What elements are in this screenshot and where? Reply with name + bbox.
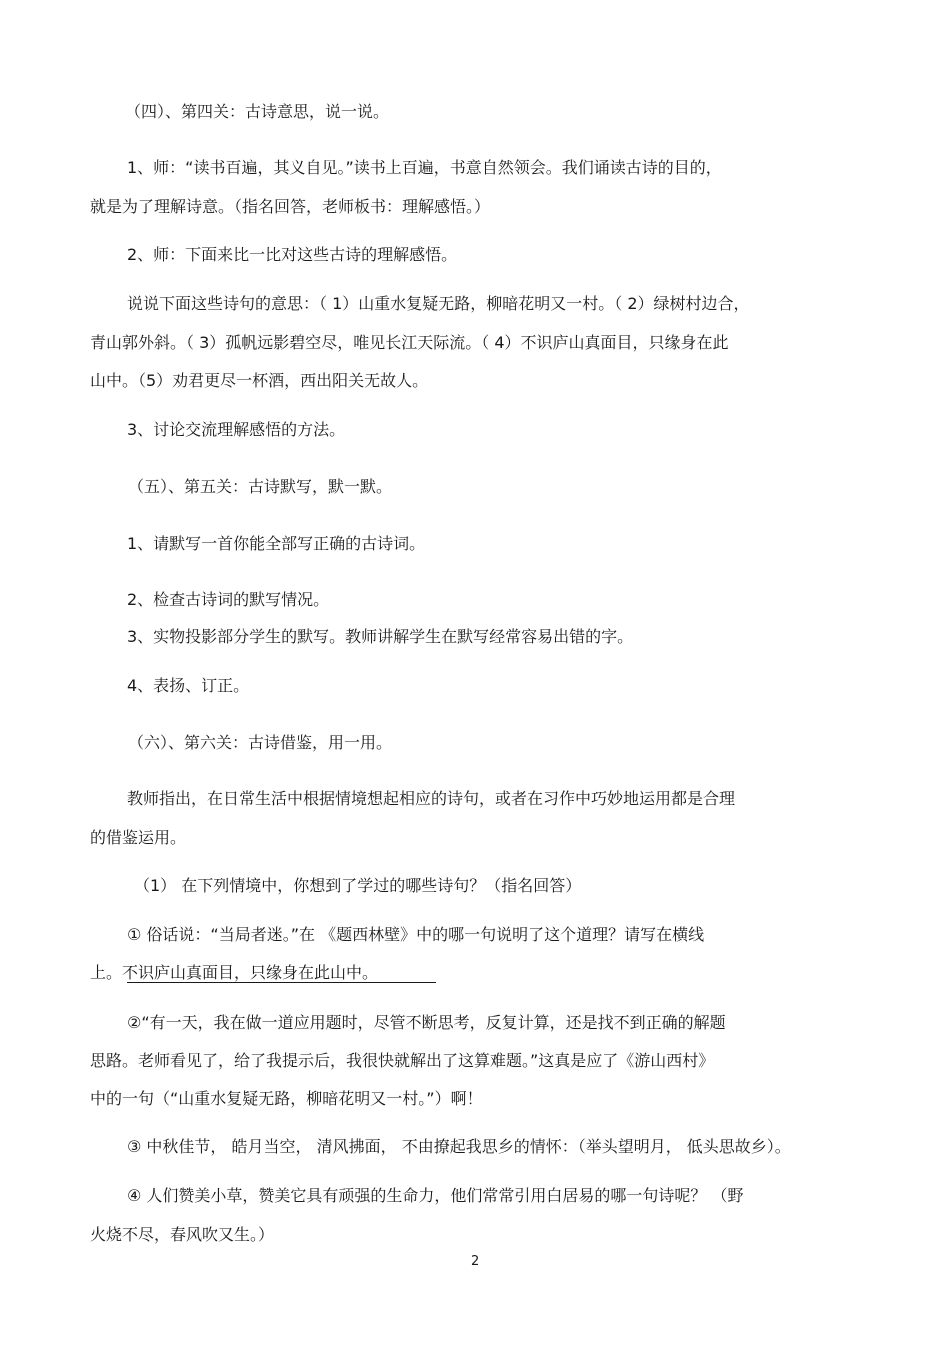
answer-underline	[127, 982, 436, 983]
paragraph-line: 3、讨论交流理解感悟的方法。	[127, 420, 346, 439]
paragraph-line: ③ 中秋佳节， 皓月当空， 清风拂面， 不由撩起我思乡的情怀：（举头望明月， 低头思故乡）。	[127, 1137, 791, 1156]
paragraph-line: （1） 在下列情境中，你想到了学过的哪些诗句？（指名回答）	[134, 876, 582, 895]
answer-line: 上。不识庐山真面目，只缘身在此山中。	[90, 963, 379, 982]
paragraph-line: 就是为了理解诗意。（指名回答，老师板书：理解感悟。）	[90, 197, 491, 216]
paragraph-line: 说说下面这些诗句的意思：（ 1）山重水复疑无路，柳暗花明又一村。（ 2）绿树村边合，	[127, 294, 750, 313]
paragraph-line: 1、请默写一首你能全部写正确的古诗词。	[127, 534, 426, 553]
paragraph-line: ④ 人们赞美小草，赞美它具有顽强的生命力，他们常常引用白居易的哪一句诗呢？ （野	[127, 1186, 744, 1205]
paragraph-line: ②“有一天，我在做一道应用题时，尽管不断思考，反复计算，还是找不到正确的解题	[127, 1013, 726, 1032]
paragraph-line: 2、师：下面来比一比对这些古诗的理解感悟。	[127, 245, 458, 264]
section-5-heading: （五）、第五关：古诗默写，默一默。	[128, 477, 393, 496]
paragraph-line: 2、检查古诗词的默写情况。	[127, 590, 330, 609]
paragraph-line: 火烧不尽，春风吹又生。）	[90, 1225, 275, 1244]
paragraph-line: 山中。（5）劝君更尽一杯酒，西出阳关无故人。	[90, 371, 429, 390]
paragraph-line: 教师指出，在日常生活中根据情境想起相应的诗句，或者在习作中巧妙地运用都是合理	[127, 789, 736, 808]
section-6-heading: （六）、第六关：古诗借鉴，用一用。	[128, 733, 393, 752]
paragraph-line: 中的一句（“山重水复疑无路，柳暗花明又一村。”）啊！	[90, 1089, 483, 1108]
paragraph-line: 1、师：“读书百遍，其义自见。”读书上百遍，书意自然领会。我们诵读古诗的目的，	[127, 158, 722, 177]
paragraph-line: ① 俗话说：“当局者迷。”在 《题西林壁》中的哪一句说明了这个道理？请写在横线	[127, 925, 705, 944]
page-number: 2	[471, 1254, 480, 1269]
paragraph-line: 3、实物投影部分学生的默写。教师讲解学生在默写经常容易出错的字。	[127, 627, 634, 646]
paragraph-line: 4、表扬、订正。	[127, 676, 250, 695]
paragraph-line: 思路。老师看见了，给了我提示后，我很快就解出了这算难题。”这真是应了《游山西村》	[90, 1051, 715, 1070]
section-4-heading: （四）、第四关：古诗意思，说一说。	[125, 102, 390, 121]
paragraph-line: 的借鉴运用。	[90, 828, 187, 847]
paragraph-line: 青山郭外斜。（ 3）孤帆远影碧空尽，唯见长江天际流。（ 4）不识庐山真面目，只缘身在此	[90, 333, 729, 352]
